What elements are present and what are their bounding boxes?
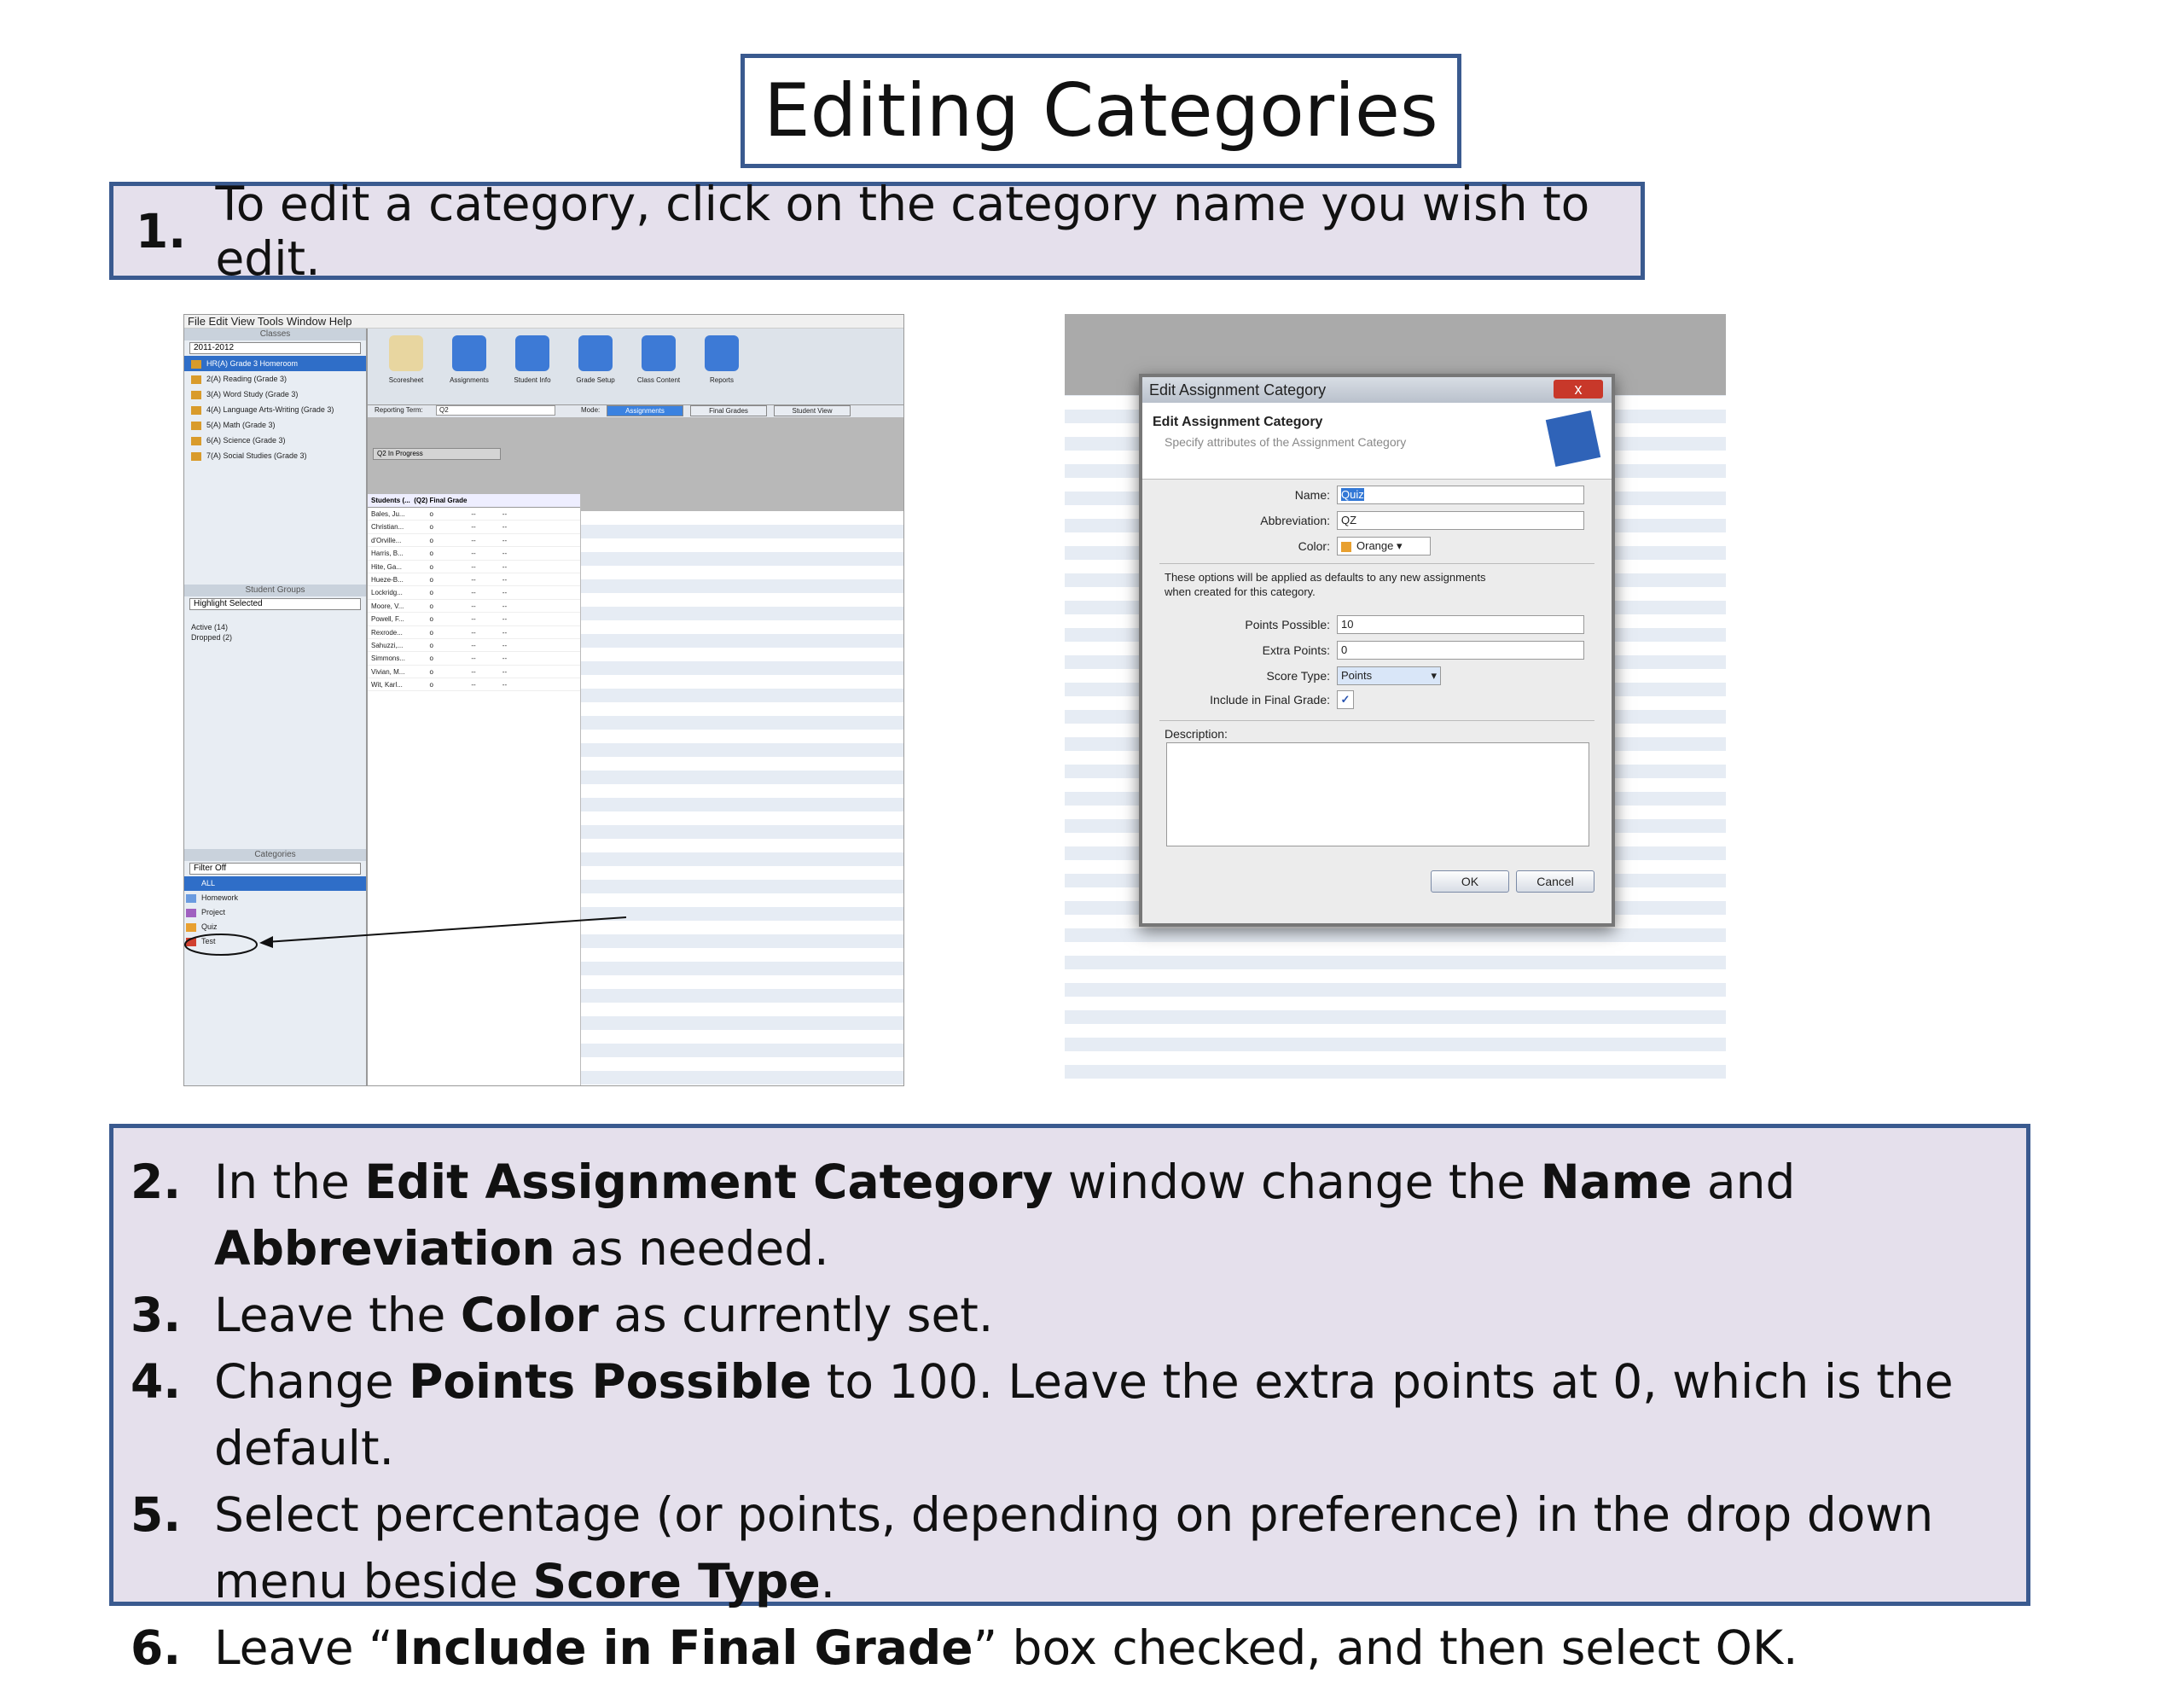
classes-header: Classes [184, 329, 366, 340]
dash-cell: o -- -- [426, 615, 508, 624]
dialog-screenshot [1065, 314, 1726, 1086]
class-label: 7(A) Social Studies (Grade 3) [206, 451, 307, 460]
dash-cell: o -- -- [426, 523, 508, 532]
student-name: Rexrode... [371, 628, 403, 637]
folder-icon [1341, 542, 1351, 552]
step-text-part: Edit Assignment Category [364, 1155, 1054, 1209]
step-item [131, 1149, 2009, 1282]
category-label: Homework [201, 893, 239, 902]
filter-select[interactable]: Filter Off [189, 863, 361, 875]
step-text-part: Score Type [532, 1554, 821, 1608]
category-label: ALL [201, 879, 216, 887]
gradebook-screenshot [183, 314, 904, 1086]
category-label: Quiz [201, 922, 218, 931]
student-name: Vivian, M... [371, 667, 405, 676]
student-name: Harris, B... [371, 550, 404, 558]
step-number: 6. [131, 1620, 182, 1675]
step-text-part: Leave “ [214, 1620, 393, 1675]
step-text [214, 1149, 2009, 1282]
step-number: 4. [131, 1354, 182, 1409]
step-item [131, 1282, 2009, 1348]
step-text-part: window change the [1053, 1155, 1541, 1209]
toolbar-label: Class Content [636, 376, 681, 384]
extra-points-label: Extra Points: [1262, 643, 1330, 657]
dash-cell: o -- -- [426, 681, 508, 689]
points-input[interactable]: 10 [1337, 615, 1584, 634]
step-number: 1. [136, 203, 187, 259]
step-number: 5. [131, 1487, 182, 1542]
student-name: Moore, V... [371, 602, 404, 610]
step-text [214, 1614, 1798, 1681]
score-type-value: Points [1341, 669, 1373, 682]
dash-cell: o -- -- [426, 536, 508, 544]
student-name: Hite, Ga... [371, 562, 403, 571]
step-text-part: Color [460, 1288, 599, 1342]
step-text [214, 1282, 993, 1348]
dialog-subheading: Specify attributes of the Assignment Category [1165, 435, 1407, 449]
student-name: Sahuzzi,... [371, 641, 404, 649]
dash-cell: o -- -- [426, 654, 508, 663]
class-label: 5(A) Math (Grade 3) [206, 421, 276, 429]
category-label: Test [201, 937, 216, 945]
name-label: Name: [1294, 488, 1330, 502]
abbreviation-input[interactable]: QZ [1337, 511, 1584, 530]
chevron-down-icon: ▾ [1431, 669, 1437, 682]
category-label: Project [201, 908, 226, 916]
name-value: Quiz [1341, 488, 1364, 501]
step-text-part: as needed. [555, 1221, 829, 1276]
step-text-part: ” box checked, and then select OK. [973, 1620, 1798, 1675]
step-text-part: Include in Final Grade [392, 1620, 973, 1675]
score-type-select[interactable] [1337, 666, 1441, 685]
step-text-part: and [1692, 1155, 1796, 1209]
step-text-part: Name [1540, 1155, 1693, 1209]
class-label: 6(A) Science (Grade 3) [206, 436, 286, 445]
class-label: 4(A) Language Arts-Writing (Grade 3) [206, 405, 334, 414]
mode-tab[interactable]: Assignments [607, 405, 683, 416]
dialog-heading: Edit Assignment Category [1153, 415, 1323, 429]
menu-bar[interactable]: File Edit View Tools Window Help [184, 315, 903, 329]
step-number: 3. [131, 1288, 182, 1342]
step-text-part: Abbreviation [214, 1221, 555, 1276]
score-type-label: Score Type: [1266, 669, 1330, 683]
callout-arrow [184, 315, 904, 1086]
progress-indicator: Q2 In Progress [373, 448, 501, 460]
student-name: Christian... [371, 523, 404, 532]
group-item[interactable]: Dropped (2) [191, 633, 233, 642]
students-header[interactable]: Students (... [371, 497, 410, 504]
dash-cell: o -- -- [426, 562, 508, 571]
name-input[interactable] [1337, 486, 1584, 504]
dash-cell: o -- -- [426, 628, 508, 637]
cancel-button[interactable]: Cancel [1516, 870, 1594, 893]
step-text-part: as currently set. [598, 1288, 994, 1342]
reporting-term-label: Reporting Term: [375, 406, 423, 414]
step-item [131, 1348, 2009, 1481]
steps-box [109, 1124, 2030, 1675]
dialog-header [1142, 403, 1612, 480]
dash-cell: o -- -- [426, 575, 508, 584]
year-select[interactable]: 2011-2012 [189, 342, 361, 354]
dash-cell: o -- -- [426, 641, 508, 649]
class-label: HR(A) Grade 3 Homeroom [206, 359, 299, 368]
student-name: d'Orville... [371, 536, 402, 544]
reporting-term-select[interactable]: Q2 [436, 405, 555, 416]
mode-label: Mode: [581, 406, 601, 414]
dash-cell: o -- -- [426, 602, 508, 610]
points-label: Points Possible: [1245, 618, 1330, 631]
description-textarea[interactable] [1166, 742, 1589, 846]
student-groups-header: Student Groups [184, 585, 366, 596]
include-label: Include in Final Grade: [1210, 693, 1330, 707]
toolbar-label: Scoresheet [388, 376, 424, 384]
include-checkbox[interactable]: ✓ [1337, 690, 1354, 709]
categories-header: Categories [184, 849, 366, 861]
student-name: Lockridg... [371, 589, 403, 597]
close-button[interactable]: x [1554, 380, 1603, 398]
step-number: 2. [131, 1155, 182, 1209]
dash-cell: o -- -- [426, 550, 508, 558]
step-text-part: Change [214, 1354, 410, 1409]
step-text-part: Leave the [214, 1288, 461, 1342]
class-label: 2(A) Reading (Grade 3) [206, 375, 288, 383]
step-text-part: Points Possible [409, 1354, 812, 1409]
student-name: Bales, Ju... [371, 510, 405, 518]
step-1-box [109, 176, 1645, 286]
dash-cell: o -- -- [426, 510, 508, 518]
description-label: Description: [1165, 727, 1228, 741]
class-label: 3(A) Word Study (Grade 3) [206, 390, 299, 398]
mode-tab[interactable]: Student View [774, 405, 851, 416]
step-text: To edit a category, click on the category name you wish to edit. [215, 176, 1590, 286]
defaults-note: These options will be applied as defaults to any new assignments when created for this category. [1165, 571, 1486, 598]
divider [1159, 563, 1594, 564]
divider [1159, 720, 1594, 721]
color-value: Orange [1356, 539, 1394, 552]
step-text [214, 1348, 2009, 1481]
group-item[interactable]: Active (14) [191, 623, 229, 631]
step-text-part: to 100. Leave the extra points at 0, which is the default. [214, 1354, 1954, 1475]
dash-cell: o -- -- [426, 667, 508, 676]
toolbar-label: Student Info [514, 376, 551, 384]
toolbar-label: Assignments [450, 376, 489, 384]
abbreviation-label: Abbreviation: [1260, 514, 1330, 527]
extra-points-input[interactable]: 0 [1337, 641, 1584, 660]
color-label: Color: [1298, 539, 1330, 553]
student-name: Powell, F... [371, 615, 404, 624]
edit-category-dialog [1139, 374, 1615, 927]
ok-button[interactable]: OK [1431, 870, 1509, 893]
final-grade-header[interactable]: (Q2) Final Grade [414, 497, 468, 504]
dialog-window-title: Edit Assignment Category [1149, 381, 1327, 398]
student-name: Simmons... [371, 654, 406, 663]
student-name: Wit, Karl... [371, 681, 403, 689]
dash-cell: o -- -- [426, 589, 508, 597]
step-text-part: Select percentage (or points, depending on preference) in the drop down menu beside [214, 1487, 1934, 1608]
student-name: Hueze-B... [371, 575, 404, 584]
step-text-part: . [820, 1554, 836, 1608]
color-select[interactable]: Orange ▾ [1337, 537, 1431, 555]
mode-tab[interactable]: Final Grades [690, 405, 767, 416]
highlight-select[interactable]: Highlight Selected [189, 598, 361, 610]
dialog-title-bar [1142, 377, 1612, 403]
page-title: Editing Categories [741, 54, 1461, 168]
step-text [214, 1481, 2009, 1614]
toolbar-label: Grade Setup [576, 376, 615, 384]
step-item [131, 1614, 2009, 1681]
step-text-part: In the [214, 1155, 365, 1209]
toolbar-label: Reports [709, 376, 734, 384]
step-item [131, 1481, 2009, 1614]
category-icon [1546, 410, 1600, 467]
